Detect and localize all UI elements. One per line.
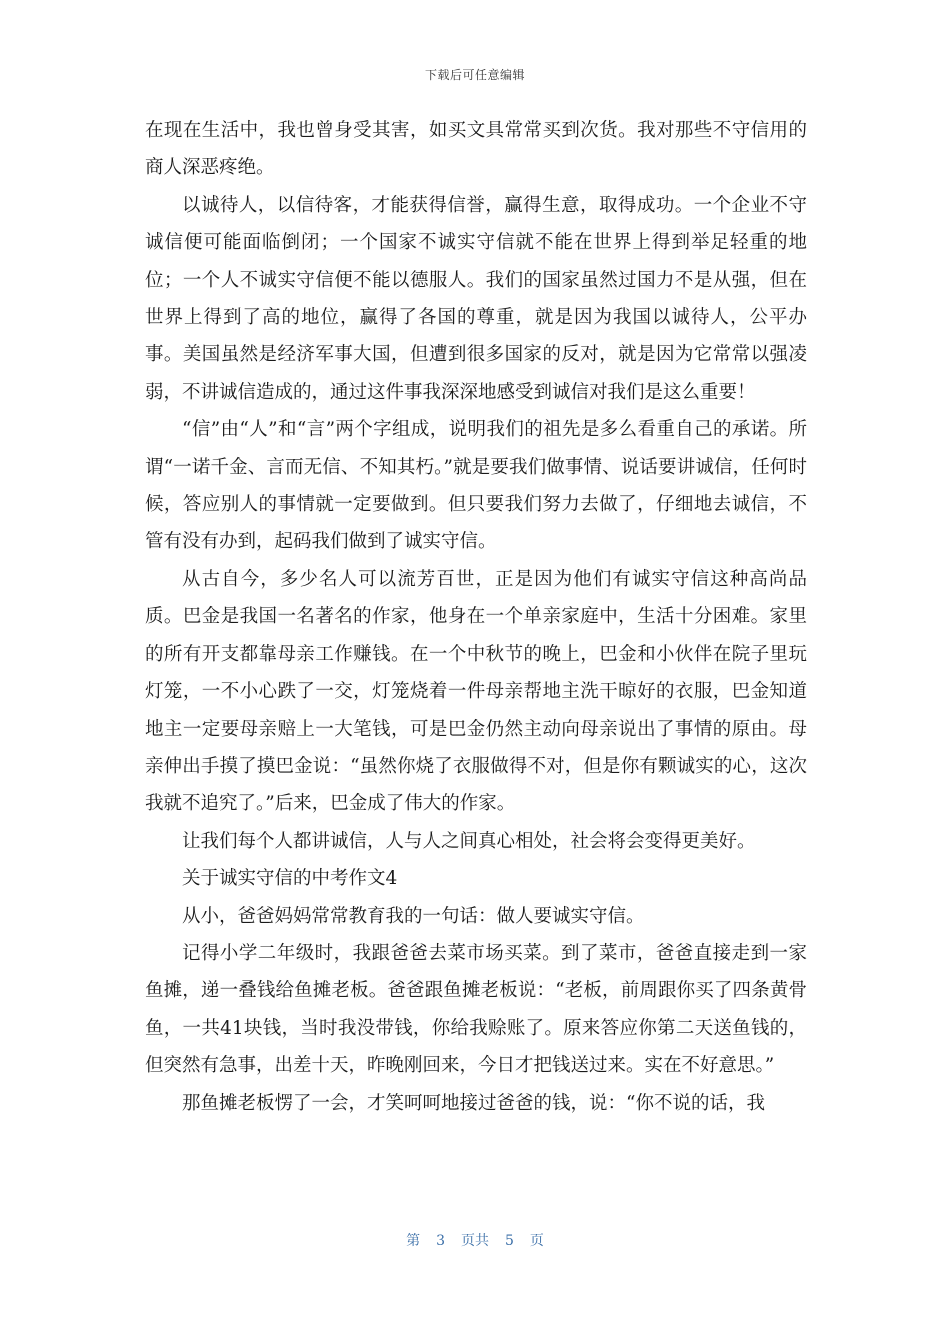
paragraph: 以诚待人，以信待客，才能获得信誉，赢得生意，取得成功。一个企业不守诚信便可能面临倒闭；一个国家不诚实守信就不能在世界上得到举足轻重的地位；一个人不诚实守信便不能以德服人。我们的国家虽然过国力不是从强，但在世界上得到了高的地位，赢得了各国的尊重，就是因为我国以诚待人，公平办事。美国虽然是经济军事大国，但遭到很多国家的反对，就是因为它常常以强凌弱，不讲诚信造成的，通过这件事我深深地感受到诚信对我们是这么重要！ (145, 194, 807, 403)
page-mid-label: 页共 (461, 1233, 489, 1249)
paragraph: 从古自今，多少名人可以流芳百世，正是因为他们有诚实守信这种高尚品质。巴金是我国一名著名的作家，他身在一个单亲家庭中，生活十分困难。家里的所有开支都靠母亲工作赚钱。在一个中秋节的晚上，巴金和小伙伴在院子里玩灯笼，一不小心跌了一交，灯笼烧着一件母亲帮地主洗干晾好的衣服，巴金知道地主一定要母亲赔上一大笔钱，可是巴金仍然主动向母亲说出了事情的原由。母亲伸出手摸了摸巴金说：“虽然你烧了衣服做得不对，但是你有颗诚实的心，这次我就不追究了。”后来，巴金成了伟大的作家。 (145, 568, 807, 815)
document-body (145, 112, 807, 1122)
section-heading: 关于诚实守信的中考作文4 (182, 868, 398, 890)
paragraph: 让我们每个人都讲诚信，人与人之间真心相处，社会将会变得更美好。 (182, 830, 756, 852)
page-label: 第 (406, 1233, 421, 1249)
paragraph: 从小，爸爸妈妈常常教育我的一句话：做人要诚实守信。 (182, 905, 645, 927)
page-header: 下载后可任意编辑 (424, 68, 525, 82)
page-unit: 页 (529, 1233, 544, 1249)
paragraph: 记得小学二年级时，我跟爸爸去菜市场买菜。到了菜市，爸爸直接走到一家鱼摊，递一叠钱给鱼摊老板。爸爸跟鱼摊老板说：“老板，前周跟你买了四条黄骨鱼，一共41块钱，当时我没带钱，你给我赊账了。原来答应你第二天送鱼钱的，但突然有急事，出差十天，昨晚刚回来，今日才把钱送过来。实在不好意思。” (145, 942, 807, 1077)
page-footer (0, 1230, 950, 1250)
page-current: 3 (436, 1233, 445, 1249)
page-total: 5 (505, 1233, 514, 1249)
paragraph-continued: 在现在生活中，我也曾身受其害，如买文具常常买到次货。我对那些不守信用的商人深恶疼绝。 (145, 120, 807, 179)
paragraph: 那鱼摊老板愣了一会，才笑呵呵地接过爸爸的钱，说：“你不说的话，我 (182, 1092, 765, 1114)
paragraph: “信”由“人”和“言”两个字组成，说明我们的祖先是多么看重自己的承诺。所谓“一诺千金、言而无信、不知其朽。”就是要我们做事情、说话要讲诚信，任何时候，答应别人的事情就一定要做到。但只要我们努力去做了，仔细地去诚信，不管有没有办到，起码我们做到了诚实守信。 (145, 419, 807, 553)
